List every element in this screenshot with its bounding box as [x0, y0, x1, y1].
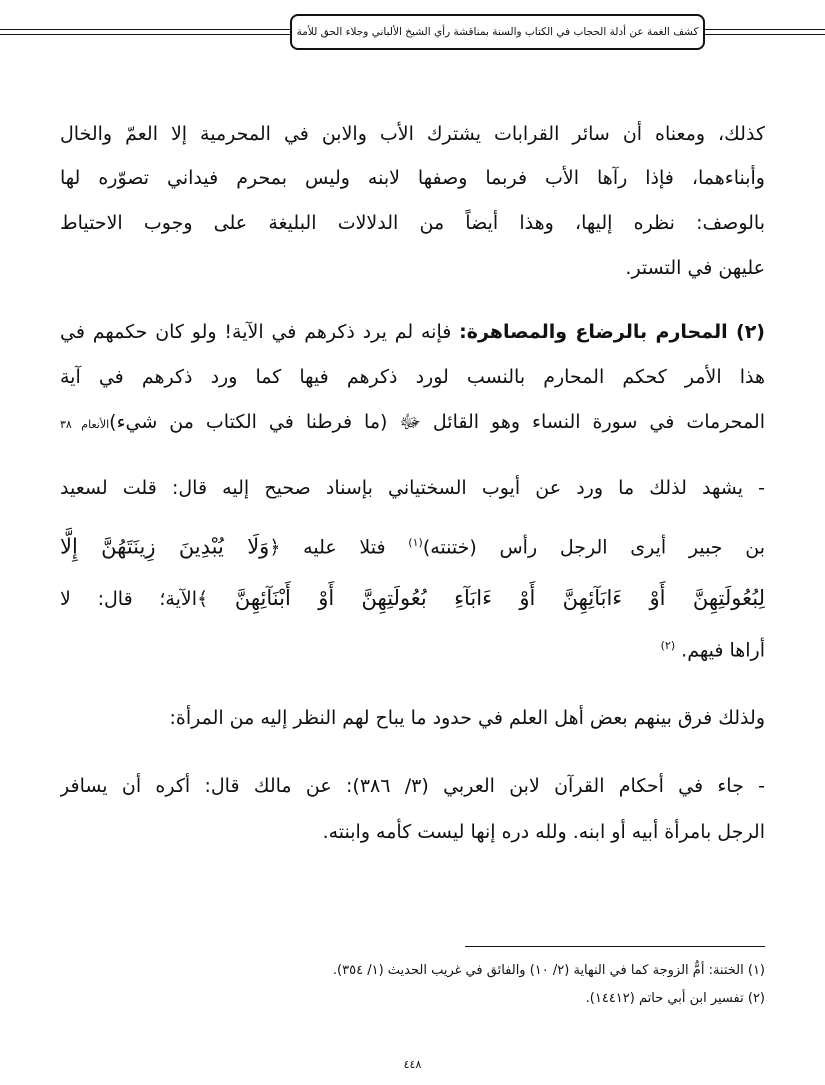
p1-line-1: كذلك، ومعناه أن سائر القرابات يشترك الأب والابن في المحرمية إلا العمّ والخال [60, 123, 765, 145]
header-rule-left-bottom [0, 34, 290, 35]
header-rule-right-bottom [705, 34, 825, 35]
p1-line-4: عليهن في التستر. [625, 257, 765, 279]
p4-line: ولذلك فرق بينهم بعض أهل العلم في حدود ما يباح لهم النظر إليه من المرأة: [169, 707, 765, 729]
running-header-title: كشف الغمة عن أدلة الحجاب في الكتاب والسنة بمناقشة رأي الشيخ الألباني وجلاء الحق للأمة [296, 26, 699, 38]
footnote-separator [465, 946, 765, 947]
p3-line-1: - يشهد لذلك ما ورد عن أيوب السختياني بإسناد صحيح إليه قال: قلت لسعيد [60, 477, 765, 499]
footnote-2: (٢) تفسير ابن أبي حاتم (١٤٤١٢). [585, 991, 765, 1006]
p3-line-2-mid: فتلا عليه ﴿ [269, 536, 409, 559]
p5-line-1: - جاء في أحكام القرآن لابن العربي (٣/ ٣٨٦): عن مالك قال: أكره أن يسافر [60, 775, 765, 797]
p3-line-4-text: أراها فيهم. [681, 639, 765, 662]
p2-line-2: هذا الأمر كحكم المحارم بالنسب لورد ذكرهم فيها كما ورد ذكرهم في آية [60, 366, 765, 388]
footnote-marker-2: (٢) [660, 639, 676, 652]
p2-line-3-text: المحرمات في سورة النساء وهو القائل ﷻ (ما فرطنا في الكتاب من شيء) [109, 411, 765, 433]
header-rule-right-top [705, 29, 825, 30]
header-rule-left-top [0, 29, 290, 30]
p3-line-3-text: ﴾الآية؛ قال: لا [60, 588, 235, 610]
p3-line-2-text: بن جبير أيرى الرجل رأس (ختنته) [422, 536, 765, 559]
p1-line-3: بالوصف: نظره إليها، وهذا أيضاً من الدلالات البليغة على وجوب الاحتياط [60, 212, 765, 234]
p3-line-4 [60, 628, 765, 668]
running-header [290, 14, 705, 50]
p1-line-2: وأبناءهما، فإذا رآها الأب فربما وصفها لابنه وليس بمحرم فيداني تصوّره لها [60, 167, 765, 189]
quran-verse-part-1: وَلَا يُبْدِينَ زِينَتَهُنَّ إِلَّا [60, 534, 270, 559]
quran-verse-part-2: لِبُعُولَتِهِنَّ أَوْ ءَابَآئِهِنَّ أَوْ ءَابَآءِ بُعُولَتِهِنَّ أَوْ أَبْنَآئِهِنَّ [234, 586, 765, 610]
footnote-1: (١) الختنة: أمُّ الزوجة كما في النهاية (٢/ ١٠) والفائق في غريب الحديث (١/ ٣٥٤). [332, 963, 765, 978]
p2-line-1-text: فإنه لم يرد ذكرهم في الآية! ولو كان حكمهم في [60, 321, 460, 343]
p3-line-2 [60, 525, 765, 565]
p5-line-2: الرجل بامرأة أبيه أو ابنه. ولله دره إنها ليست كأمه وابنته. [322, 821, 765, 843]
footnote-marker-1: (١) [408, 536, 423, 549]
p2-heading: (٢) المحارم بالرضاع والمصاهرة: [459, 321, 765, 343]
page-number: ٤٤٨ [403, 1058, 422, 1071]
p2-line-1 [60, 314, 765, 350]
quran-reference: الأنعام ٣٨ [60, 418, 110, 431]
p3-line-3 [60, 580, 765, 617]
p2-line-3 [60, 404, 765, 443]
